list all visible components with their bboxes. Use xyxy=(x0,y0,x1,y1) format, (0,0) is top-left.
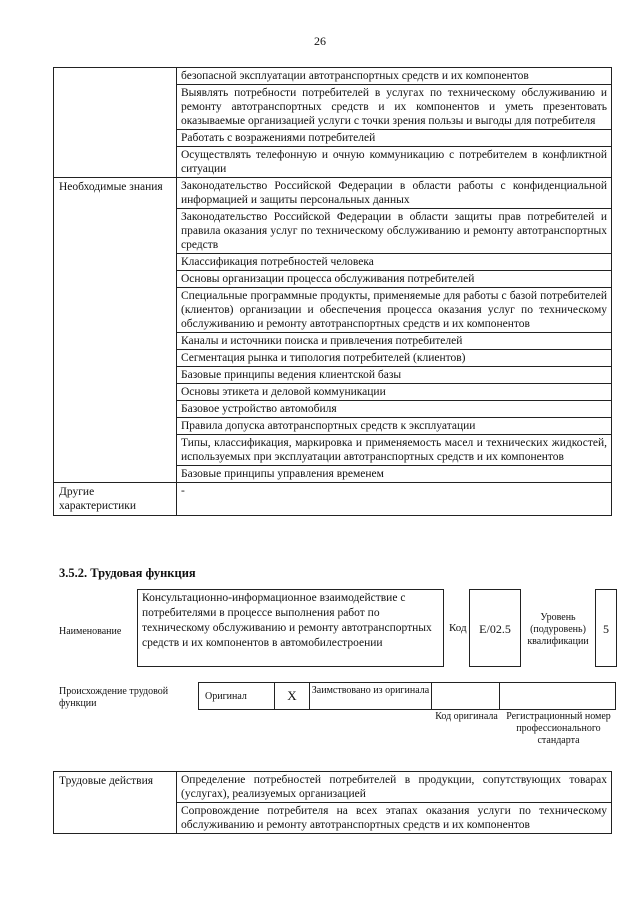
level-label: Уровень (подуровень) квалификации xyxy=(527,612,589,647)
kod-label: Код xyxy=(449,622,467,634)
row-label-knowledge: Необходимые знания xyxy=(54,178,177,483)
table-cell: Законодательство Российской Федерации в области защиты прав потребителей и правила оказания услуг по техническому обслуживанию и ремонту автотранспортных средств xyxy=(177,209,612,254)
row-label-skills xyxy=(54,68,177,178)
table-cell: Законодательство Российской Федерации в области работы с конфиденциальной информацией и защиты персональных данных xyxy=(177,178,612,209)
table-cell: Осуществлять телефонную и очную коммуникацию с потребителем в конфликтной ситуации xyxy=(177,147,612,178)
table-cell: Основы организации процесса обслуживания потребителей xyxy=(177,271,612,288)
table-cell: Базовое устройство автомобиля xyxy=(177,401,612,418)
table-cell: Каналы и источники поиска и привлечения потребителей xyxy=(177,333,612,350)
original-mark: X xyxy=(274,682,310,710)
table-cell: Определение потребностей потребителей в продукции, сопутствующих товарах (услугах), реализуемых организацией xyxy=(177,772,612,803)
requirements-table xyxy=(53,67,612,516)
labor-actions-table xyxy=(53,771,612,834)
reg-number-label: Регистрационный номер профессионального стандарта xyxy=(506,711,611,746)
table-cell: Основы этикета и деловой коммуникации xyxy=(177,384,612,401)
table-cell: Работать с возражениями потребителей xyxy=(177,130,612,147)
table-cell: Базовые принципы ведения клиентской базы xyxy=(177,367,612,384)
table-row xyxy=(54,772,612,803)
table-cell: Сопровождение потребителя на всех этапах оказания услуги по техническому обслуживанию и ремонту автотранспортных средств и их компонентов xyxy=(177,803,612,834)
function-name-box: Консультационно-информационное взаимодействие с потребителями в процессе выполнения работ по техническому обслуживанию и ремонту автотранспортных средств и их компонентов в автомобилестроении xyxy=(137,589,444,667)
table-cell: Классификация потребностей человека xyxy=(177,254,612,271)
table-cell: Типы, классификация, маркировка и применяемость масел и технических жидкостей, используемых при эксплуатации автотранспортных средств и их компонентов xyxy=(177,435,612,466)
table-row xyxy=(54,178,612,209)
reg-number-cell xyxy=(499,682,616,710)
name-label: Наименование xyxy=(59,626,122,637)
origin-label: Происхождение трудовой функции xyxy=(59,686,169,709)
table-cell: Правила допуска автотранспортных средств к эксплуатации xyxy=(177,418,612,435)
page-number: 26 xyxy=(314,34,326,48)
table-row xyxy=(54,68,612,85)
kod-original-label: Код оригинала xyxy=(435,711,498,722)
table-cell: безопасной эксплуатации автотранспортных средств и их компонентов xyxy=(177,68,612,85)
table-row xyxy=(54,483,612,516)
table-cell: - xyxy=(177,483,612,516)
original-cell: Оригинал xyxy=(198,682,275,710)
level-value-box: 5 xyxy=(595,589,617,667)
table-cell: Выявлять потребности потребителей в услугах по техническому обслуживанию и ремонту автотранспортных средств и их компонентов и уметь презентовать оказываемые организацией услуги с точки зрения пользы и выгоды для потребителя xyxy=(177,85,612,130)
table-cell: Базовые принципы управления временем xyxy=(177,466,612,483)
kod-value-box: E/02.5 xyxy=(469,589,521,667)
section-heading: 3.5.2. Трудовая функция xyxy=(59,566,196,580)
table-cell: Специальные программные продукты, применяемые для работы с базой потребителей (клиентов) организации и обеспечения процесса оказания услуг по техническому обслуживанию и ремонту автотранспортных средств и их компонентов xyxy=(177,288,612,333)
row-label-actions: Трудовые действия xyxy=(54,772,177,834)
kod-original-cell xyxy=(431,682,500,710)
table-cell: Сегментация рынка и типология потребителей (клиентов) xyxy=(177,350,612,367)
row-label-other: Другие характеристики xyxy=(54,483,177,516)
borrowed-cell: Заимствовано из оригинала xyxy=(309,682,432,710)
